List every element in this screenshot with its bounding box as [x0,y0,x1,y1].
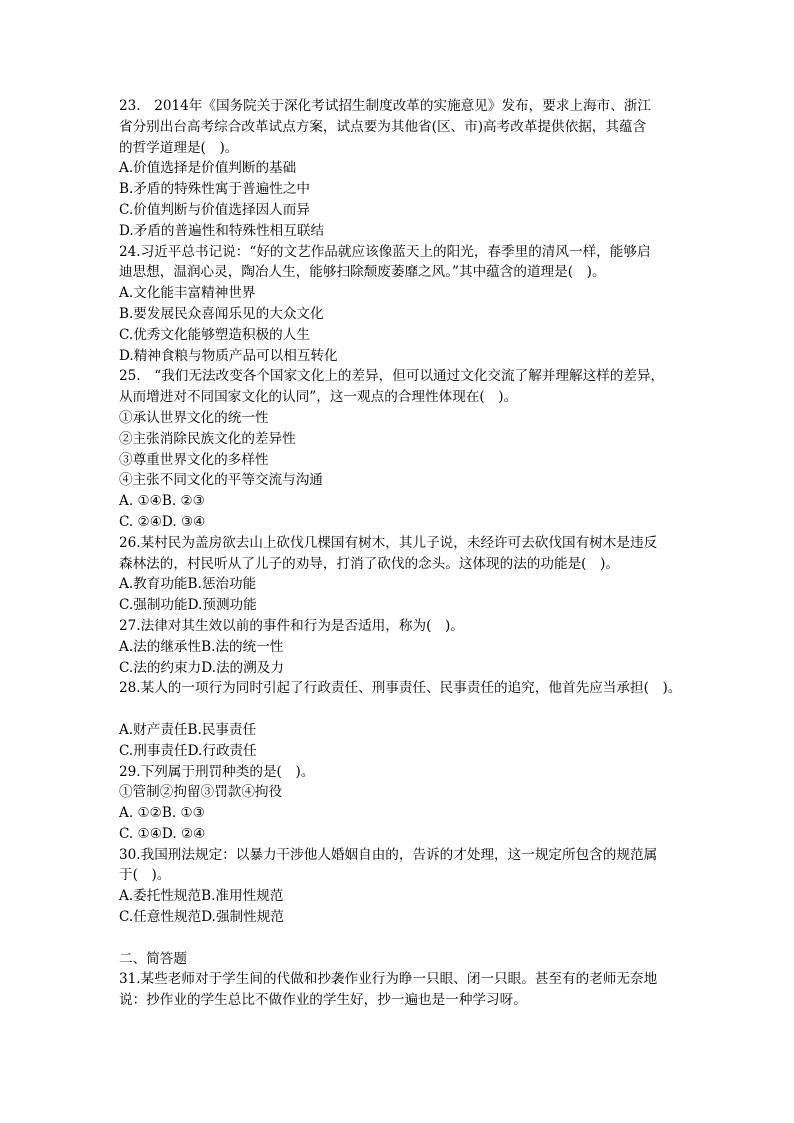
answer-option: C.强制功能D.预测功能 [119,597,257,614]
question-26 [119,533,719,616]
question-stem-line: 省分别出台高考综合改革试点方案，试点要为其他省(区、市)高考改革提供依据，其蕴含 [119,118,647,135]
answer-option: D.精神食粮与物质产品可以相互转化 [119,347,338,364]
question-stem-line: 31.某些老师对于学生间的代做和抄袭作业行为睁一只眼、闭一只眼。甚至有的老师无奈地 [119,971,658,988]
blank-line [119,928,719,949]
question-stem-line: 森林法的，村民听从了儿子的劝导，打消了砍伐的念头。这体现的法的功能是( )。 [119,555,619,572]
question-24 [119,242,719,367]
answer-option: A. ①④B. ②③ [119,493,205,510]
answer-option: C.刑事责任D.行政责任 [119,742,257,759]
answer-option: B.要发展民众喜闻乐见的大众文化 [119,305,324,322]
blank-line [119,699,719,720]
answer-option: C. ②④D. ③④ [119,513,206,530]
numbered-item: ②主张消除民族文化的差异性 [119,430,296,447]
question-31 [119,969,719,1011]
question-stem-line: 26.某村民为盖房欲去山上砍伐几棵国有树木，其儿子说，未经许可去砍伐国有树木是违反 [119,534,658,551]
question-stem-line: 28.某人的一项行为同时引起了行政责任、刑事责任、民事责任的追究，他首先应当承担( )。 [119,680,682,697]
answer-option: C.价值判断与价值选择因人而异 [119,201,310,218]
answer-option: D.矛盾的普遍性和特殊性相互联结 [119,222,325,239]
answer-option: C.法的约束力D.法的溯及力 [119,659,284,676]
question-30 [119,845,719,928]
document-page [119,96,719,1011]
numbered-item: ④主张不同文化的平等交流与沟通 [119,472,323,489]
question-stem-line: 说：抄作业的学生总比不做作业的学生好，抄一遍也是一种学习呀。 [119,992,527,1009]
question-stem-line: 23. 2014年《国务院关于深化考试招生制度改革的实施意见》发布，要求上海市、浙江 [119,98,651,114]
question-23 [119,96,719,242]
answer-option: C. ①④D. ②④ [119,825,206,842]
answer-option: A.法的继承性B.法的统一性 [119,638,284,655]
question-29 [119,762,719,845]
numbered-item: ①承认世界文化的统一性 [119,409,269,426]
question-stem-line: 27.法律对其生效以前的事件和行为是否适用，称为( )。 [119,617,464,634]
answer-option: A.教育功能B.惩治功能 [119,576,257,593]
numbered-item: ③尊重世界文化的多样性 [119,451,269,468]
answer-option: A. ①②B. ①③ [119,805,205,822]
answer-option: A.财产责任B.民事责任 [119,721,257,738]
question-stem-line: 30.我国刑法规定：以暴力干涉他人婚姻自由的，告诉的才处理，这一规定所包含的规范属 [119,846,658,863]
question-stem-line: 的哲学道理是( )。 [119,139,239,156]
question-25 [119,366,719,532]
answer-option: C.任意性规范D.强制性规范 [119,909,284,926]
answer-option: B.矛盾的特殊性寓于普遍性之中 [119,181,311,198]
section-heading: 二、简答题 [119,950,187,967]
question-stem-line: 于( )。 [119,867,171,884]
numbered-item: ①管制②拘留③罚款④拘役 [119,784,283,801]
question-stem-line: 24.习近平总书记说：“好的文艺作品就应该像蓝天上的阳光，春季里的清风一样，能够启 [119,243,651,260]
question-stem-line: 29.下列属于刑罚种类的是( )。 [119,763,315,780]
answer-option: A.委托性规范B.准用性规范 [119,888,284,905]
question-stem-line: 迪思想，温润心灵，陶冶人生，能够扫除颓废萎靡之风。”其中蕴含的道理是( )。 [119,264,606,281]
question-stem-line: 25. “我们无法改变各个国家文化上的差异，但可以通过文化交流了解并理解这样的差异， [119,368,665,385]
answer-option: A.价值选择是价值判断的基础 [119,160,297,177]
question-27 [119,616,719,678]
answer-option: C.优秀文化能够塑造积极的人生 [119,326,310,343]
answer-option: A.文化能丰富精神世界 [119,285,256,302]
question-28 [119,678,719,761]
question-stem-line: 从而增进对不同国家文化的认同”，这一观点的合理性体现在( )。 [119,389,518,406]
